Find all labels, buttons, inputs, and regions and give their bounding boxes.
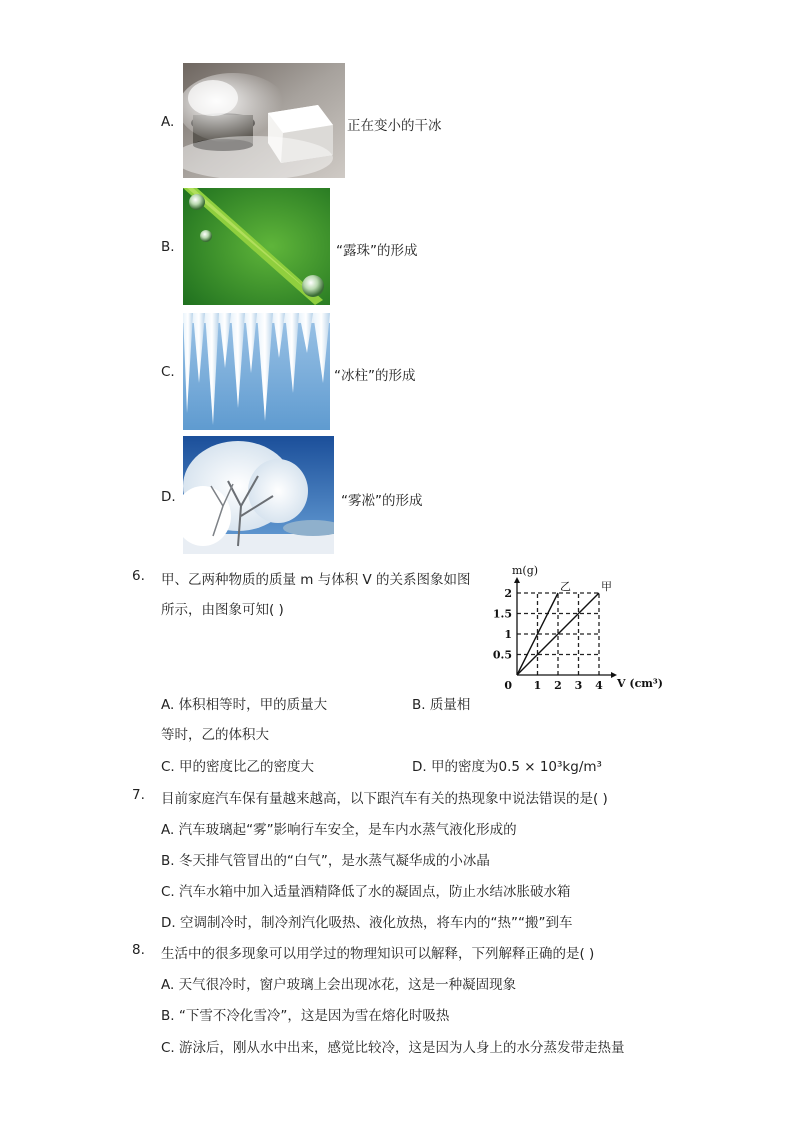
- option-b-part1: B. 质量相: [412, 697, 471, 713]
- question-number: 8.: [132, 942, 145, 958]
- option-caption: “冰柱”的形成: [334, 368, 416, 384]
- option-c: C. 汽车水箱中加入适量酒精降低了水的凝固点，防止水结冰胀破水箱: [161, 884, 571, 900]
- question-stem: 生活中的很多现象可以用学过的物理知识可以解释，下列解释正确的是( ): [161, 946, 595, 962]
- option-caption: “雾凇”的形成: [341, 493, 423, 509]
- option-a: A. 体积相等时，甲的质量大: [161, 697, 328, 713]
- option-letter: C.: [161, 364, 175, 380]
- option-b: B. 冬天排气管冒出的“白气”，是水蒸气凝华成的小冰晶: [161, 853, 490, 869]
- chart-series: [517, 593, 599, 675]
- mass-volume-chart: [480, 560, 670, 695]
- dew-drop-photo-icon: [183, 188, 330, 305]
- x-tick-label: 3: [574, 679, 583, 692]
- question-number: 7.: [132, 787, 145, 803]
- option-a: A. 汽车玻璃起“雾”影响行车安全，是车内水蒸气液化形成的: [161, 822, 517, 838]
- origin-label: 0: [504, 679, 512, 692]
- x-tick-label: 4: [595, 679, 603, 692]
- option-a: A. 天气很冷时，窗户玻璃上会出现冰花，这是一种凝固现象: [161, 977, 517, 993]
- y-tick-label: 1.5: [492, 607, 512, 621]
- dry-ice-photo-icon: [183, 63, 345, 178]
- option-c: C. 甲的密度比乙的密度大: [161, 759, 315, 775]
- series-line: [517, 593, 599, 675]
- option-letter: D.: [161, 489, 176, 505]
- question-number: 6.: [132, 568, 145, 584]
- option-b-part2: 等时，乙的体积大: [161, 727, 269, 743]
- y-tick-label: 1: [504, 628, 512, 641]
- y-tick-label: 2: [504, 587, 512, 600]
- option-c: C. 游泳后，刚从水中出来，感觉比较冷，这是因为人身上的水分蒸发带走热量: [161, 1040, 625, 1056]
- y-axis-label: m(g): [512, 564, 539, 577]
- series-label: 乙: [560, 580, 571, 593]
- icicle-photo-icon: [183, 313, 330, 430]
- x-axis-label: V (cm³): [617, 677, 663, 690]
- y-tick-label: 0.5: [492, 648, 512, 662]
- option-d: D. 空调制冷时，制冷剂汽化吸热、液化放热，将车内的“热”“搬”到车: [161, 915, 573, 931]
- question-stem: 目前家庭汽车保有量越来越高，以下跟汽车有关的热现象中说法错误的是( ): [161, 791, 608, 807]
- series-label: 甲: [601, 580, 612, 593]
- x-tick-label: 1: [533, 679, 542, 692]
- question-stem-line1: 甲、乙两种物质的质量 m 与体积 V 的关系图象如图: [161, 572, 471, 588]
- y-axis-arrow: [514, 577, 520, 583]
- x-tick-label: 2: [554, 679, 562, 692]
- question-stem-line2: 所示，由图象可知( ): [161, 602, 284, 618]
- option-d: D. 甲的密度为0.5 × 10³kg/m³: [412, 759, 602, 775]
- option-letter: B.: [161, 239, 175, 255]
- option-caption: “露珠”的形成: [336, 243, 418, 259]
- option-letter: A.: [161, 114, 175, 130]
- option-caption: 正在变小的干冰: [347, 118, 442, 134]
- series-line: [517, 593, 558, 675]
- rime-tree-photo-icon: [183, 436, 334, 554]
- option-b: B. “下雪不冷化雪冷”，这是因为雪在熔化时吸热: [161, 1008, 450, 1024]
